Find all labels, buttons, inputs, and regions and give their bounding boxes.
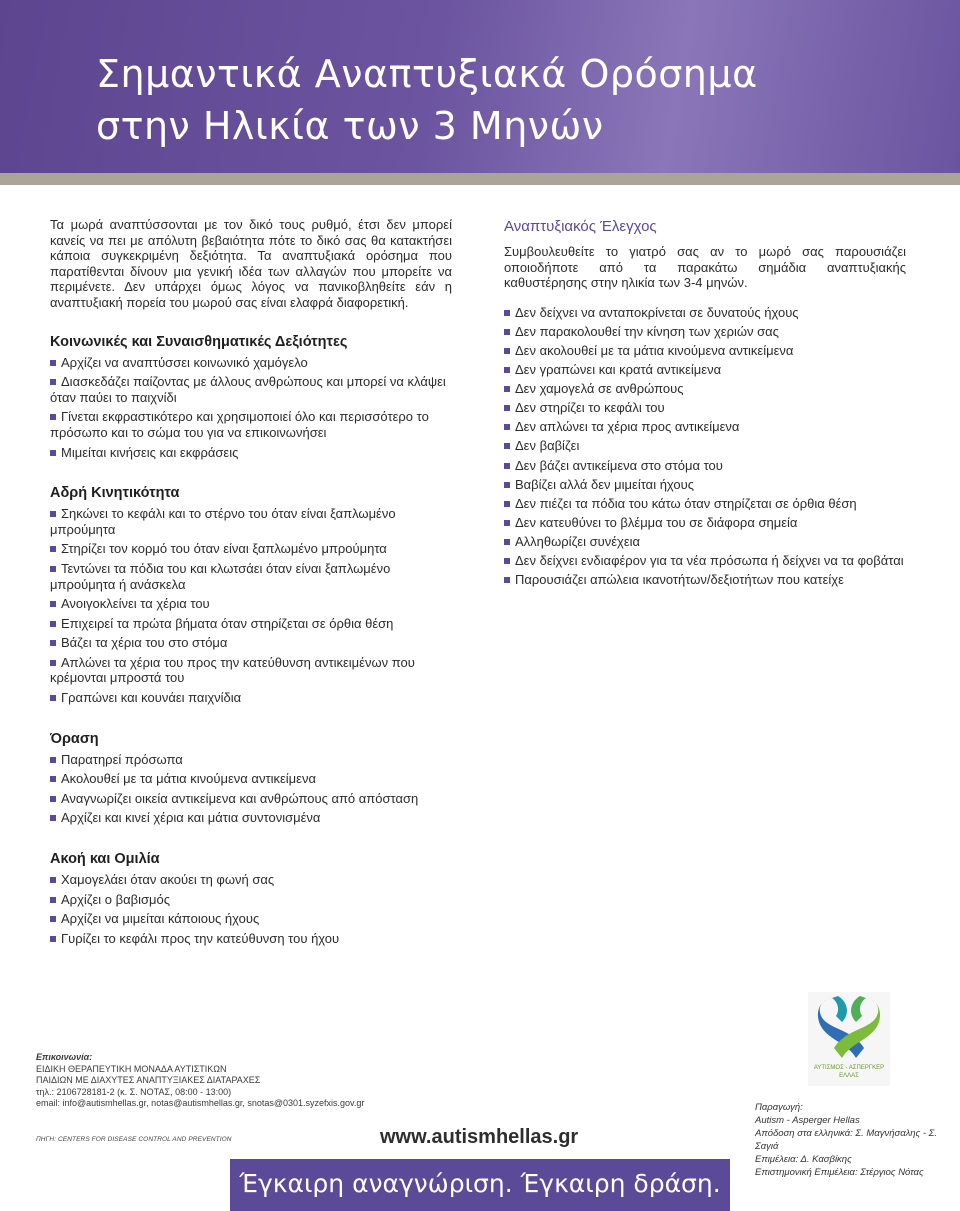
bullet-square-icon — [50, 360, 56, 366]
list-item: Αλληθωρίζει συνέχεια — [504, 534, 906, 550]
bullet-square-icon — [504, 443, 510, 449]
list-item: Γραπώνει και κουνάει παιχνίδια — [50, 690, 452, 706]
contact-line: ΠΑΙΔΙΩΝ ΜΕ ΔΙΑΧΥΤΕΣ ΑΝΑΠΤΥΞΙΑΚΕΣ ΔΙΑΤΑΡΑΧΕΣ — [36, 1075, 261, 1085]
section-title: Αδρή Κινητικότητα — [50, 485, 180, 502]
bullet-square-icon — [504, 367, 510, 373]
logo-text-line2: ΕΛΛΑΣ — [839, 1073, 859, 1079]
bullet-square-icon — [504, 348, 510, 354]
footer-slogan: Έγκαιρη αναγνώριση. Έγκαιρη δράση. — [239, 1169, 721, 1198]
bullet-square-icon — [50, 621, 56, 627]
section-title: Όραση — [50, 730, 99, 747]
list-item: Αναγνωρίζει οικεία αντικείμενα και ανθρώπους από απόσταση — [50, 791, 452, 807]
section-title: Κοινωνικές και Συναισθηματικές Δεξιότητες — [50, 333, 348, 350]
warning-signs-list — [504, 305, 906, 588]
list-item: Τεντώνει τα πόδια του και κλωτσάει όταν είναι ξαπλωμένο μπρούμητα ή ανάσκελα — [50, 560, 391, 592]
list-item: Αρχίζει να αναπτύσσει κοινωνικό χαμόγελο — [50, 355, 452, 371]
credits-line: Autism - Asperger Hellas — [755, 1115, 860, 1126]
list-item: Δεν χαμογελά σε ανθρώπους — [504, 381, 906, 397]
contact-label: Επικοινωνία: — [36, 1052, 93, 1062]
list-item: Διασκεδάζει παίζοντας με άλλους ανθρώπους και μπορεί να κλάψει όταν παύει το παιχνίδι — [50, 374, 446, 405]
list-item: Αρχίζει και κινεί χέρια και μάτια συντονισμένα — [50, 810, 452, 826]
screening-intro: Συμβουλευθείτε το γιατρό σας αν το μωρό σας παρουσιάζει οποιοδήποτε από τα παρακάτω σημάδια αναπτυξιακής καθυστέρησης στην ηλικία των 3-4 μηνών. — [504, 244, 906, 291]
milestone-list — [50, 355, 452, 461]
bullet-square-icon — [50, 379, 56, 385]
list-item: Βάζει τα χέρια του στο στόμα — [50, 635, 452, 651]
bullet-square-icon — [50, 695, 56, 701]
ribbon-logo-icon — [808, 992, 890, 1064]
list-item: Στηρίζει τον κορμό του όταν είναι ξαπλωμένο μπρούμητα — [50, 541, 452, 557]
bullet-square-icon — [50, 757, 56, 763]
intro-paragraph: Τα μωρά αναπτύσσονται με τον δικό τους ρυθμό, έτσι δεν μπορεί κανείς να πει με απόλυτη βεβαιότητα πότε το δικό σας θα κατακτήσει κάποια συγκεκριμένη δεξιότητα. Τα αναπτυξιακά ορόσημα που παρατίθενται δίνουν μια γενική ιδέα των αλλαγών που μπορείτε να περιμένετε. Δεν υπάρχει όμως λόγος να πανικοβληθείτε εάν η αναπτυξιακή πορεία του μωρού σας είναι ελαφρά διαφορετική. — [50, 217, 452, 310]
bullet-square-icon — [50, 936, 56, 942]
list-item: Ανοιγοκλείνει τα χέρια του — [50, 596, 452, 612]
list-item: Δεν απλώνει τα χέρια προς αντικείμενα — [504, 419, 906, 435]
bullet-square-icon — [50, 815, 56, 821]
list-item: Απλώνει τα χέρια του προς την κατεύθυνση αντικειμένων που κρέμονται μπροστά του — [50, 654, 415, 686]
milestone-list — [50, 506, 452, 706]
screening-title: Αναπτυξιακός Έλεγχος — [504, 218, 657, 235]
bullet-square-icon — [504, 310, 510, 316]
bullet-square-icon — [50, 511, 56, 517]
section-hearing-speech — [50, 850, 452, 946]
list-item: Δεν δείχνει να ανταποκρίνεται σε δυνατούς ήχους — [504, 305, 906, 321]
credits-line: Επιστημονική Επιμέλεια: Στέργιος Νότας — [755, 1167, 924, 1178]
list-item: Δεν παρακολουθεί την κίνηση των χεριών σας — [504, 324, 906, 340]
credits-line: Απόδοση στα ελληνικά: Σ. Μαγνήσαλης - Σ. Σαγιά — [755, 1128, 937, 1152]
bullet-square-icon — [504, 405, 510, 411]
bullet-square-icon — [504, 329, 510, 335]
list-item: Σηκώνει το κεφάλι και το στέρνο του όταν είναι ξαπλωμένο μπρούμητα — [50, 506, 396, 537]
list-item: Γυρίζει το κεφάλι προς την κατεύθυνση του ήχου — [50, 931, 452, 947]
bullet-square-icon — [504, 386, 510, 392]
list-item: Δεν στηρίζει το κεφάλι του — [504, 400, 906, 416]
left-column — [50, 217, 452, 950]
list-item: Ακολουθεί με τα μάτια κινούμενα αντικείμενα — [50, 771, 452, 787]
list-item: Παρατηρεί πρόσωπα — [50, 752, 452, 768]
credits-line: Παραγωγή: — [755, 1102, 803, 1113]
bullet-square-icon — [504, 463, 510, 469]
contact-block — [36, 1052, 416, 1110]
logo-text-line1: ΑΥΤΙΣΜΟΣ - ΑΣΠΕΡΓΚΕΡ — [813, 1065, 885, 1071]
list-item: Δεν βάζει αντικείμενα στο στόμα του — [504, 458, 906, 474]
list-item: Βαβίζει αλλά δεν μιμείται ήχους — [504, 477, 906, 493]
header-banner — [0, 0, 960, 173]
milestone-list — [50, 872, 452, 946]
bullet-square-icon — [50, 776, 56, 782]
contact-line: ΕΙΔΙΚΗ ΘΕΡΑΠΕΥΤΙΚΗ ΜΟΝΑΔΑ ΑΥΤΙΣΤΙΚΩΝ — [36, 1063, 227, 1074]
bullet-square-icon — [504, 558, 510, 564]
credits-line: Επιμέλεια: Δ. Κασβίκης — [755, 1154, 852, 1165]
list-item: Δεν κατευθύνει το βλέμμα του σε διάφορα σημεία — [504, 515, 906, 531]
bullet-square-icon — [50, 660, 56, 666]
bullet-square-icon — [50, 640, 56, 646]
right-column — [504, 218, 906, 591]
bullet-square-icon — [50, 877, 56, 883]
contact-line: τηλ.: 2106728181-2 (κ. Σ. ΝΟΤΑΣ, 08:00 - 13:00) — [36, 1086, 232, 1097]
page-title-line1: Σημαντικά Αναπτυξιακά Ορόσημα — [96, 52, 758, 96]
bullet-square-icon — [50, 897, 56, 903]
bullet-square-icon — [50, 566, 56, 572]
autism-hellas-logo — [808, 992, 890, 1086]
bullet-square-icon — [504, 501, 510, 507]
contact-line: email: info@autismhellas.gr, notas@autismhellas.gr, snotas@0301.syzefxis.gov.gr — [36, 1098, 365, 1108]
bullet-square-icon — [504, 520, 510, 526]
bullet-square-icon — [50, 916, 56, 922]
list-item: Μιμείται κινήσεις και εκφράσεις — [50, 445, 452, 461]
footer-slogan-bar — [230, 1159, 730, 1211]
list-item: Αρχίζει να μιμείται κάποιους ήχους — [50, 911, 452, 927]
bullet-square-icon — [50, 601, 56, 607]
source-note: ΠΗΓΗ: CENTERS FOR DISEASE CONTROL AND PREVENTION — [36, 1136, 232, 1143]
page-title-line2: στην Ηλικία των 3 Μηνών — [96, 104, 604, 148]
header-divider-band — [0, 173, 960, 185]
list-item: Δεν βαβίζει — [504, 438, 906, 454]
section-gross-motor — [50, 484, 452, 706]
milestone-list — [50, 752, 452, 826]
section-vision — [50, 730, 452, 826]
list-item: Δεν πιέζει τα πόδια του κάτω όταν στηρίζεται σε όρθια θέση — [504, 496, 906, 512]
bullet-square-icon — [504, 482, 510, 488]
list-item: Δεν δείχνει ενδιαφέρον για τα νέα πρόσωπα ή δείχνει να τα φοβάται — [504, 553, 906, 569]
bullet-square-icon — [50, 546, 56, 552]
list-item: Δεν ακολουθεί με τα μάτια κινούμενα αντικείμενα — [504, 343, 906, 359]
page-title — [96, 48, 936, 152]
website-link[interactable]: www.autismhellas.gr — [380, 1126, 579, 1148]
list-item: Παρουσιάζει απώλεια ικανοτήτων/δεξιοτήτων που κατείχε — [504, 572, 906, 588]
list-item: Γίνεται εκφραστικότερο και χρησιμοποιεί όλο και περισσότερο το πρόσωπο και το σώμα του για να επικοινωνήσει — [50, 409, 429, 440]
bullet-square-icon — [50, 414, 56, 420]
list-item: Χαμογελάει όταν ακούει τη φωνή σας — [50, 872, 452, 888]
bullet-square-icon — [50, 450, 56, 456]
bullet-square-icon — [504, 577, 510, 583]
credits-block — [755, 1101, 955, 1179]
list-item: Επιχειρεί τα πρώτα βήματα όταν στηρίζεται σε όρθια θέση — [50, 616, 452, 632]
list-item: Δεν γραπώνει και κρατά αντικείμενα — [504, 362, 906, 378]
bullet-square-icon — [504, 424, 510, 430]
bullet-square-icon — [50, 796, 56, 802]
bullet-square-icon — [504, 539, 510, 545]
list-item: Αρχίζει ο βαβισμός — [50, 892, 452, 908]
section-social-emotional — [50, 333, 452, 461]
section-title: Ακοή και Ομιλία — [50, 851, 160, 868]
